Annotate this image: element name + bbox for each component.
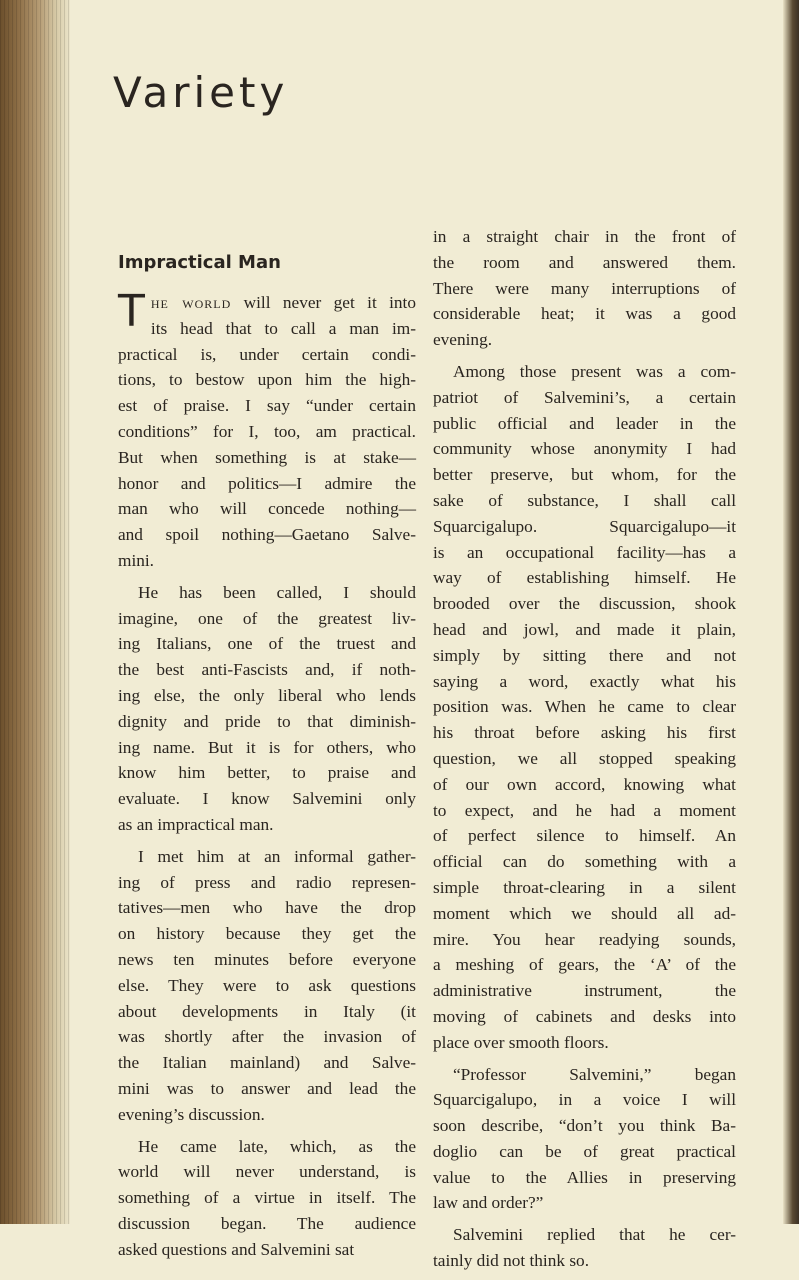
text-line: mire. You hear readying sounds, (433, 929, 736, 949)
text-line: place over smooth floors. (433, 1032, 609, 1052)
text-line: Among those present was a com- (453, 361, 736, 381)
text-line: something of a virtue in itself. The (118, 1188, 416, 1208)
text-line: There were many interruptions of (433, 278, 736, 298)
text-line: tainly did not think so. (433, 1251, 590, 1271)
paragraph (118, 580, 416, 838)
text-line: ing name. But it is for others, who (118, 737, 416, 757)
text-line: administrative instrument, the (433, 981, 736, 1001)
small-caps-lead: he world (150, 293, 232, 312)
text-line: considerable heat; it was a good (433, 304, 736, 324)
text-line (118, 290, 416, 316)
text-line: Squarcigalupo. Squarcigalupo—it (433, 516, 736, 536)
text-line: moment which we should all ad- (433, 903, 736, 923)
paragraph (118, 286, 416, 574)
text-line: Salvemini replied that he cer- (453, 1225, 736, 1245)
paragraph (433, 224, 736, 353)
text-line: est of praise. I say “under certain (118, 396, 416, 416)
left-column (118, 250, 416, 1268)
text-line: of perfect silence to himself. An (433, 826, 736, 846)
text-line: discussion began. The audience (118, 1213, 416, 1233)
right-column (433, 224, 736, 1280)
text-line: ing of press and radio represen- (118, 872, 416, 892)
text-line: I met him at an informal gather- (138, 846, 416, 866)
article-heading: Impractical Man (118, 252, 281, 273)
text-line: ing else, the only liberal who lends (118, 685, 416, 705)
text-line: world will never understand, is (118, 1162, 416, 1182)
paragraph (433, 1062, 736, 1217)
text-line: way of establishing himself. He (433, 568, 736, 588)
text-line: news ten minutes before everyone (118, 949, 416, 969)
text-line: is an occupational facility—has a (433, 542, 736, 562)
text-line: mini was to answer and lead the (118, 1078, 416, 1098)
text-line: a meshing of gears, the ‘A’ of the (433, 955, 736, 975)
text-line: Squarcigalupo, in a voice I will (433, 1090, 736, 1110)
text-line: about developments in Italy (it (118, 1001, 416, 1021)
book-binding (0, 0, 70, 1224)
text-line: saying a word, exactly what his (433, 671, 736, 691)
paragraph (118, 844, 416, 1128)
text-line: community whose anonymity I had (433, 439, 736, 459)
text-line: law and order?” (433, 1193, 544, 1213)
text-line: the Italian mainland) and Salve- (118, 1053, 416, 1073)
text-line: practical is, under certain condi- (118, 344, 416, 364)
text-line: doglio can be of great practical (433, 1141, 736, 1161)
text-line: its head that to call a man im- (150, 318, 416, 338)
text-line: patriot of Salvemini’s, a certain (433, 387, 736, 407)
text-line: tions, to bestow upon him the high- (118, 370, 416, 390)
paragraph (433, 1222, 736, 1274)
text-line: as an impractical man. (118, 814, 274, 834)
text-line: moving of cabinets and desks into (433, 1006, 736, 1026)
text-line: mini. (118, 550, 155, 570)
paragraph (433, 359, 736, 1056)
text-line: public official and leader in the (433, 413, 736, 433)
text-line: know him better, to praise and (118, 763, 416, 783)
text-line: He has been called, I should (138, 582, 416, 602)
text-line: the room and answered them. (433, 252, 736, 272)
text-line: official can do something with a (433, 852, 736, 872)
text-line: better preserve, but whom, for the (433, 465, 736, 485)
text-line: tatives—men who have the drop (118, 898, 416, 918)
text-line: of our own accord, knowing what (433, 774, 736, 794)
text-line: his throat before asking his first (433, 723, 736, 743)
text-line: asked questions and Salvemini sat (118, 1239, 355, 1259)
text-line: position was. When he came to clear (433, 697, 736, 717)
text-line: sake of substance, I shall call (433, 490, 736, 510)
text-line: question, we all stopped speaking (433, 748, 736, 768)
text-line: evening. (433, 330, 493, 350)
text-line: simply by sitting there and not (433, 645, 736, 665)
text-line: He came late, which, as the (138, 1136, 416, 1156)
text-line: brooded over the discussion, shook (433, 594, 736, 614)
text-line: ing Italians, one of the truest and (118, 634, 416, 654)
text-line: “Professor Salvemini,” began (453, 1064, 736, 1084)
text-line: on history because they get the (118, 924, 416, 944)
text-line: simple throat-clearing in a silent (433, 877, 736, 897)
text-line: evening’s discussion. (118, 1104, 265, 1124)
text-line: head and jowl, and made it plain, (433, 619, 736, 639)
page-edge (783, 0, 799, 1224)
text-line: imagine, one of the greatest liv- (118, 608, 416, 628)
text-line: in a straight chair in the front of (433, 227, 736, 246)
text-line: honor and politics—I admire the (118, 473, 416, 493)
text-line: value to the Allies in preserving (433, 1167, 736, 1187)
text-line: was shortly after the invasion of (118, 1027, 416, 1047)
text-line: else. They were to ask questions (118, 975, 416, 995)
paragraph (118, 1134, 416, 1263)
text-line: But when something is at stake— (118, 447, 416, 467)
text-line: and spoil nothing—Gaetano Salve- (118, 525, 416, 545)
text-line: evaluate. I know Salvemini only (118, 789, 416, 809)
page-title: Variety (113, 68, 289, 117)
drop-cap: T (118, 286, 145, 337)
text-line: dignity and pride to that diminish- (118, 711, 416, 731)
left-column-body (118, 286, 416, 1262)
text-line: man who will concede nothing— (118, 499, 416, 519)
text-fragment: will never get it into (243, 293, 416, 312)
text-line: soon describe, “don’t you think Ba- (433, 1116, 736, 1136)
right-column-body (433, 224, 736, 1274)
text-line: to expect, and he had a moment (433, 800, 736, 820)
text-line: the best anti-Fascists and, if noth- (118, 660, 416, 680)
text-line: conditions” for I, too, am practical. (118, 421, 416, 441)
